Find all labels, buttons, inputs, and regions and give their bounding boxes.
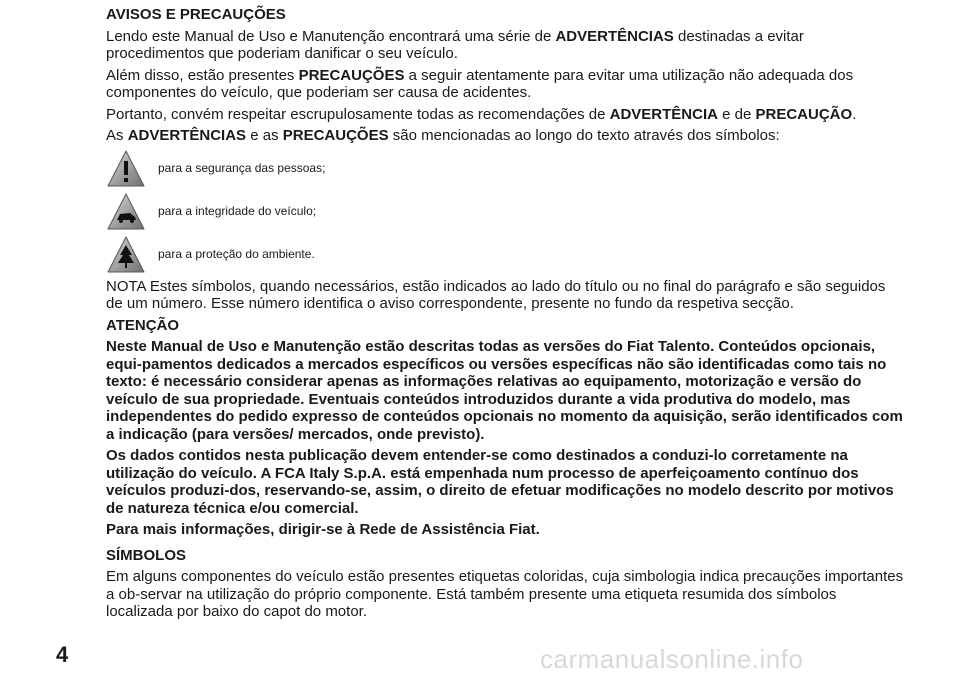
- section-heading-atencao: ATENÇÃO: [106, 316, 180, 334]
- symbol-row-safety: [106, 149, 906, 190]
- note-paragraph: NOTA Estes símbolos, quando necessários, estão indicados ao lado do título ou no final do parágrafo e são seguidos de um número. Esse número identifica o aviso correspondente, presente no fundo da respetiva secção.: [106, 277, 886, 312]
- page-number: 4: [56, 642, 69, 667]
- car-triangle-icon: [106, 192, 146, 232]
- bold-term: PRECAUÇÕES: [282, 127, 389, 144]
- text-run: e as: [246, 127, 283, 144]
- attention-paragraph-info: Para mais informações, dirigir-se à Rede de Assistência Fiat.: [106, 521, 540, 538]
- bold-term: PRECAUÇÕES: [298, 66, 405, 84]
- simbolos-paragraph: Em alguns componentes do veículo estão presentes etiquetas coloridas, cuja simbologia indica precauções importantes a ob-servar na utilização do próprio componente. Está também presente uma etiqueta resumida dos símbolos localizada por baixo do capot do motor.: [106, 568, 904, 620]
- paragraph-simbolos-intro: [106, 127, 906, 145]
- text-run: e de: [717, 105, 756, 123]
- symbol-row-environment: [106, 235, 906, 276]
- bold-term: ADVERTÊNCIAS: [555, 27, 674, 45]
- watermark: carmanualsonline.info: [540, 644, 804, 674]
- paragraph-advertencias: [106, 28, 906, 63]
- section-heading-avisos: AVISOS E PRECAUÇÕES: [106, 6, 286, 23]
- text-run: Além disso, estão presentes: [106, 66, 299, 84]
- text-run: são mencionadas ao longo do texto através dos símbolos:: [388, 127, 780, 144]
- symbol-label-vehicle: para a integridade do veículo;: [158, 204, 317, 219]
- bold-term: ADVERTÊNCIAS: [127, 127, 247, 144]
- text-run: Lendo este Manual de Uso e Manutenção encontrará uma série de: [106, 27, 556, 45]
- text-run: As: [106, 127, 128, 144]
- paragraph-precaucoes: [106, 67, 906, 102]
- text-run: a seguir atentamente para evitar uma utilização não adequada dos componentes do veículo, que poderiam ser causa de acidentes.: [106, 66, 854, 101]
- text-run: .: [852, 105, 857, 123]
- text-run: Portanto, convém respeitar escrupulosamente todas as recomendações de: [106, 105, 610, 123]
- section-heading-simbolos: SÍMBOLOS: [106, 546, 187, 564]
- bold-term: PRECAUÇÃO: [755, 105, 853, 123]
- text-run: destinadas a evitar procedimentos que poderiam danificar o seu veículo.: [106, 27, 804, 62]
- tree-triangle-icon: [106, 235, 146, 275]
- page-content: [106, 6, 906, 625]
- attention-paragraph-data: Os dados contidos nesta publicação devem entender-se como destinados a conduzi-lo corretamente na utilização do veículo. A FCA Italy S.p.A. está empenhada num processo de aperfeiçoamento contínuo dos veículos produzi-dos, reservando-se, assim, o direito de efetuar modificações no modelo descrito por motivos de natureza técnica e/ou comercial.: [106, 447, 894, 517]
- exclamation-triangle-icon: [106, 149, 146, 189]
- symbol-label-environment: para a proteção do ambiente.: [158, 247, 315, 262]
- symbol-label-safety: para a segurança das pessoas;: [158, 161, 326, 176]
- paragraph-respeitar: [106, 106, 906, 124]
- bold-term: ADVERTÊNCIA: [609, 105, 718, 123]
- attention-paragraph-versions: Neste Manual de Uso e Manutenção estão descritas todas as versões do Fiat Talento. Conteúdos opcionais, equi-pamentos dedicados a mercados específicos ou versões específicas não são identificadas como tais no texto: é necessário considerar apenas as informações relativas ao equipamento, motorização e versão do veículo de sua propriedade. Eventuais conteúdos introduzidos durante a vida produtiva do modelo, mas independentes do pedido expresso de conteúdos opcionais no momento da aquisição, serão identificados com a indicação (para versões/ mercados, onde previsto).: [106, 338, 903, 443]
- symbol-row-vehicle: [106, 192, 906, 233]
